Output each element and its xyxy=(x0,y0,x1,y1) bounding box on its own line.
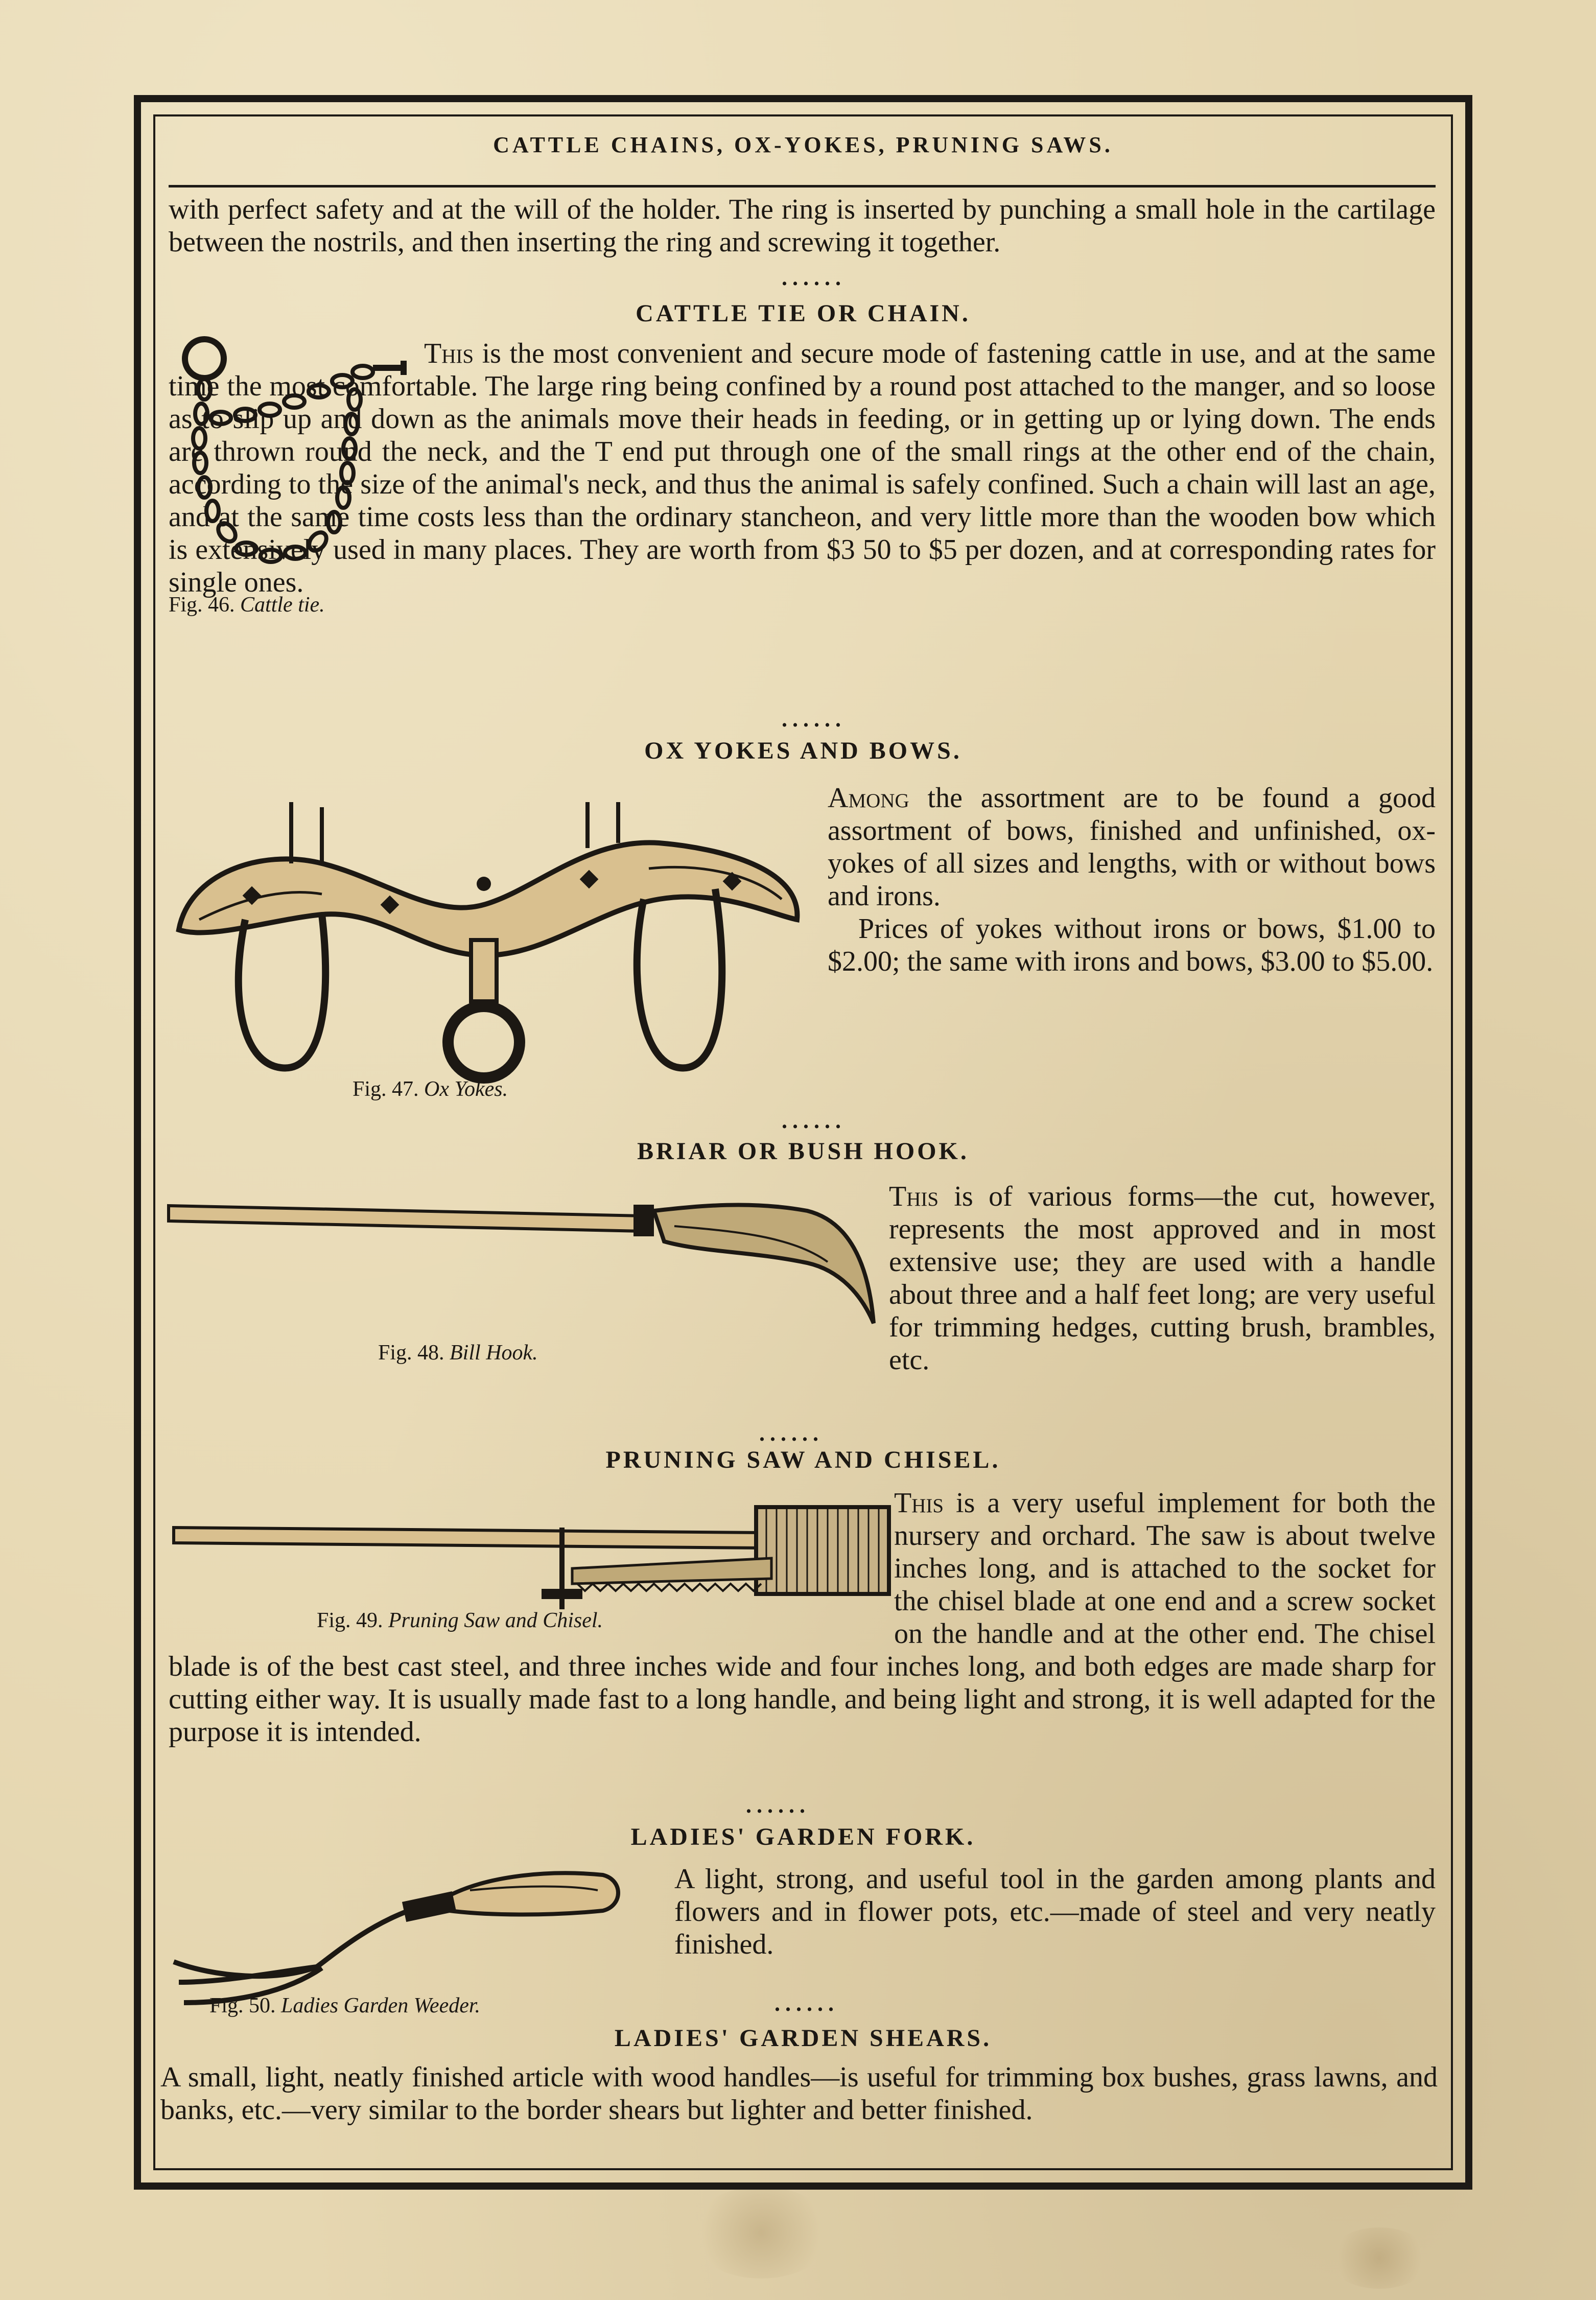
section-divider-dots: ...... xyxy=(782,707,846,732)
ox-yokes-prices: Prices of yokes without irons or bows, $1.00 to $2.00; the same with irons and bows, $3.00 to $5.00. xyxy=(828,913,1436,977)
ox-yokes-figure xyxy=(169,787,802,1093)
ox-yokes-heading: OX YOKES AND BOWS. xyxy=(644,737,962,764)
garden-shears-body: A small, light, neatly finished article with wood handles—is useful for trimming box bushes, grass lawns, and banks, etc.—very similar to the border shears but lighter and better finished. xyxy=(160,2061,1438,2126)
running-head: CATTLE CHAINS, OX-YOKES, PRUNING SAWS. xyxy=(493,132,1113,157)
garden-fork-heading: LADIES' GARDEN FORK. xyxy=(630,1823,976,1850)
figure-47-title: Ox Yokes. xyxy=(424,1077,508,1101)
briar-hook-body: is of various forms—the cut, however, represents the most approved and in most extensive use; they are used with a handle about three and a half feet long; are very useful for trimming hedges, cutting brush, brambles, etc. xyxy=(889,1181,1436,1376)
ox-yoke-icon xyxy=(169,787,802,1093)
running-head-rule xyxy=(169,185,1436,187)
garden-weeder-icon xyxy=(163,1855,633,2008)
figure-50-title: Ladies Garden Weeder. xyxy=(281,1994,481,2017)
cattle-tie-body: is the most convenient and secure mode of fastening cattle in use, and at the same time the most comfortable. The large ring being confined by a round post attached to the manger, and so loose as to slip up and down as the animals move their heads in feeding, or in getting up or lying down. The ends are thrown round the neck, and the T end put through one of the small rings at the other end of the chain, according to the size of the animal's neck, and thus the animal is safely confined. Such a chain will last an age, and at the same time costs less than the ordinary stancheon, and very little more than the wooden bow which is extensively used in many places. They are worth from $3 50 to $5 per dozen, and at corresponding rates for single ones. xyxy=(169,338,1436,598)
pruning-saw-heading: PRUNING SAW AND CHISEL. xyxy=(605,1446,1001,1473)
figure-50-label: Fig. 50. xyxy=(209,1994,276,2017)
section-divider-dots: ...... xyxy=(746,1793,810,1818)
bill-hook-icon xyxy=(163,1175,879,1359)
pruning-saw-paragraph xyxy=(169,1487,1436,1748)
section-divider-dots: ...... xyxy=(759,1421,824,1446)
continuation-text: with perfect safety and at the will of the holder. The ring is inserted by punching a small hole in the cartilage between the nostrils, and then inserting the ring and screwing it together. xyxy=(169,194,1436,258)
garden-fork-figure xyxy=(163,1855,633,2008)
paper-stain xyxy=(690,2187,833,2279)
ox-yokes-paragraph xyxy=(828,782,1436,978)
continuation-paragraph xyxy=(169,193,1436,259)
garden-shears-paragraph xyxy=(160,2061,1438,2126)
pruning-saw-float-spacer xyxy=(169,1487,894,1650)
briar-hook-paragraph xyxy=(889,1180,1436,1376)
briar-hook-heading: BRIAR OR BUSH HOOK. xyxy=(637,1138,969,1165)
garden-fork-paragraph xyxy=(674,1863,1436,1961)
pruning-saw-body: is a very useful implement for both the nursery and orchard. The saw is about twelve inches long, and is attached to the socket for the chisel blade at one end and a screw socket on the handle and at the other end. The chisel blade is of the best cast steel, and three inches wide and four inches long, and both edges are made sharp for cutting either way. It is usually made fast to a long handle, and being light and strong, it is well adapted for the purpose it is intended. xyxy=(169,1487,1436,1748)
briar-hook-lead: This xyxy=(889,1181,939,1212)
figure-47-caption xyxy=(353,1077,508,1101)
figure-46-title: Cattle tie. xyxy=(240,593,325,617)
pruning-saw-lead: This xyxy=(894,1487,944,1519)
garden-shears-heading: LADIES' GARDEN SHEARS. xyxy=(614,2025,992,2052)
figure-50-caption xyxy=(209,1993,480,2018)
bill-hook-figure xyxy=(163,1175,879,1359)
ox-yokes-lead: Among xyxy=(828,782,909,814)
figure-46-label: Fig. 46. xyxy=(169,593,235,617)
ox-yokes-body: the assortment are to be found a good assortment of bows, finished and unfinished, ox-yokes of all sizes and lengths, with or without bows and irons. xyxy=(828,782,1436,912)
figure-48-label: Fig. 48. xyxy=(378,1341,444,1365)
figure-49-title: Pruning Saw and Chisel. xyxy=(388,1609,603,1632)
section-divider-dots: ...... xyxy=(782,1108,846,1133)
figure-47-label: Fig. 47. xyxy=(353,1077,419,1101)
section-divider-dots: ...... xyxy=(782,265,846,290)
cattle-tie-lead: This xyxy=(424,338,474,369)
figure-48-title: Bill Hook. xyxy=(450,1341,538,1365)
paper-stain xyxy=(1328,2227,1430,2289)
cattle-tie-heading: CATTLE TIE OR CHAIN. xyxy=(636,300,971,327)
figure-49-label: Fig. 49. xyxy=(317,1609,383,1632)
section-divider-dots: ...... xyxy=(774,1991,839,2016)
cattle-tie-paragraph xyxy=(169,337,1436,599)
garden-fork-body: A light, strong, and useful tool in the garden among plants and flowers and in flower pots, etc.—made of steel and very neatly finished. xyxy=(674,1863,1436,1960)
figure-48-caption xyxy=(378,1341,538,1365)
